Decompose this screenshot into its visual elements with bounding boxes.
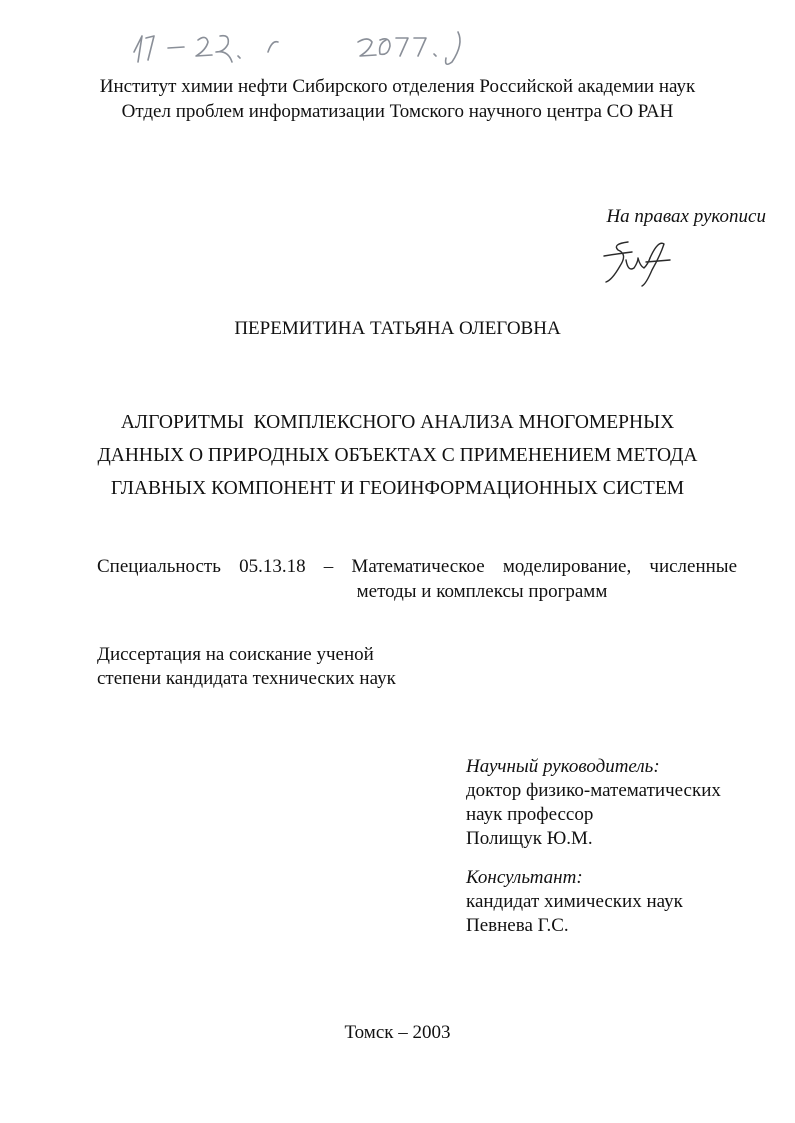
dissertation-title <box>0 406 795 505</box>
title-line-1: АЛГОРИТМЫ КОМПЛЕКСНОГО АНАЛИЗА МНОГОМЕРНЫХ <box>120 412 675 433</box>
specialty-label: Специальность <box>97 556 221 577</box>
specialty-line-1 <box>97 554 737 579</box>
advisor-label: Научный руководитель: <box>466 756 660 777</box>
specialty-word-1: Математическое <box>351 556 485 577</box>
institute-name: Институт химии нефти Сибирского отделения Российской академии наук <box>99 76 696 97</box>
handwritten-archive-note <box>128 22 518 70</box>
consultant-degree: кандидат химических наук <box>466 891 683 912</box>
advisor-degree: доктор физико-математических <box>466 780 721 801</box>
title-line-3: ГЛАВНЫХ КОМПОНЕНТ И ГЕОИНФОРМАЦИОННЫХ СИСТЕМ <box>110 478 685 499</box>
degree-line-1: Диссертация на соискание ученой <box>97 644 374 665</box>
manuscript-mark: На правах рукописи <box>606 206 766 227</box>
title-line-2: ДАННЫХ О ПРИРОДНЫХ ОБЪЕКТАХ С ПРИМЕНЕНИЕМ МЕТОДА <box>97 445 698 466</box>
advisor-name: Полищук Ю.М. <box>466 828 593 849</box>
city-year: Томск – 2003 <box>344 1022 451 1043</box>
author-name: ПЕРЕМИТИНА ТАТЬЯНА ОЛЕГОВНА <box>234 318 561 339</box>
specialty-line-2: методы и комплексы программ <box>356 581 608 602</box>
advisor-title: наук профессор <box>466 804 594 825</box>
degree-line-2: степени кандидата технических наук <box>97 668 396 689</box>
specialty-dash: – <box>323 556 334 577</box>
institute-header <box>0 74 795 124</box>
scientific-advisor <box>466 755 721 851</box>
specialty-block <box>97 554 737 604</box>
specialty-word-2: моделирование, <box>502 556 632 577</box>
specialty-word-3: численные <box>649 556 737 577</box>
specialty-code: 05.13.18 <box>239 556 306 577</box>
consultant <box>466 866 683 938</box>
consultant-label: Консультант: <box>466 867 583 888</box>
consultant-name: Певнева Г.С. <box>466 915 569 936</box>
degree-statement <box>97 643 396 691</box>
author-signature <box>598 236 678 292</box>
department-name: Отдел проблем информатизации Томского научного центра СО РАН <box>121 101 674 122</box>
